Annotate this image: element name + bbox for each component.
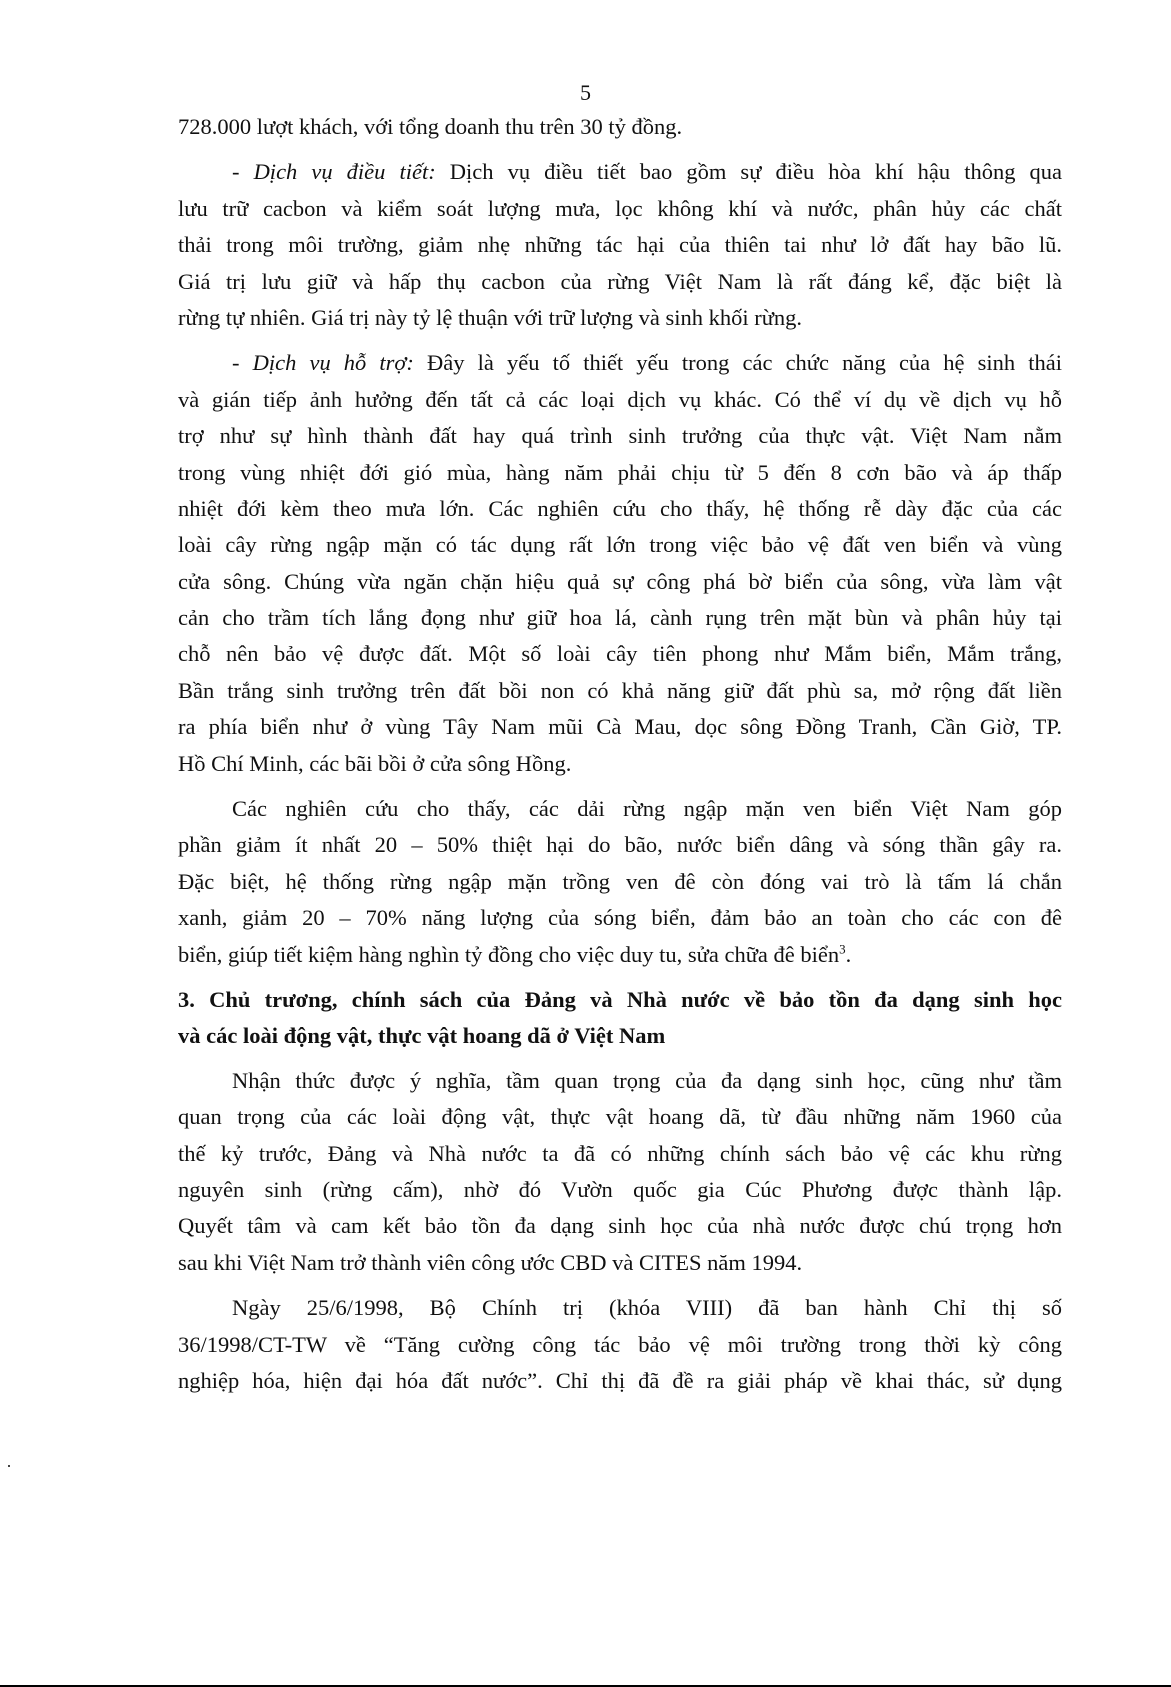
line-text: Bần trắng sinh trưởng trên đất bồi non có khả năng giữ đất phù sa, mở rộng đất liền xyxy=(178,677,1062,703)
line-text: Các nghiên cứu cho thấy, các dải rừng ngập mặn ven biển Việt Nam góp xyxy=(232,796,1062,822)
text-line xyxy=(178,1102,1062,1138)
line-text: và các loài động vật, thực vật hoang dã ở Việt Nam xyxy=(178,1023,666,1049)
line-text: lưu trữ cacbon và kiểm soát lượng mưa, lọc không khí và nước, phân hủy các chất xyxy=(178,195,1062,221)
line-text: ra phía biển như ở vùng Tây Nam mũi Cà Mau, dọc sông Đồng Tranh, Cần Giờ, TP. xyxy=(178,714,1062,740)
text-line xyxy=(178,230,1062,266)
text-line xyxy=(178,1066,1062,1102)
line-text: trong vùng nhiệt đới gió mùa, hàng năm phải chịu từ 5 đến 8 cơn bão và áp thấp xyxy=(178,459,1062,485)
line-text: phần giảm ít nhất 20 – 50% thiệt hại do bão, nước biển dâng và sóng thần gây ra. xyxy=(178,832,1062,858)
text-line xyxy=(178,112,1062,148)
text-line xyxy=(178,830,1062,866)
text-line xyxy=(178,1248,1062,1284)
paragraph xyxy=(178,1066,1062,1284)
text-line xyxy=(178,567,1062,603)
line-text: 36/1998/CT-TW về “Tăng cường công tác bảo vệ môi trường trong thời kỳ công xyxy=(178,1331,1062,1357)
line-text: trợ như sự hình thành đất hay quá trình sinh trưởng của thực vật. Việt Nam nằm xyxy=(178,423,1062,449)
text-line xyxy=(178,194,1062,230)
text-line xyxy=(178,458,1062,494)
line-text: Nhận thức được ý nghĩa, tầm quan trọng của đa dạng sinh học, cũng như tầm xyxy=(232,1067,1062,1093)
line-text: thế kỷ trước, Đảng và Nhà nước ta đã có những chính sách bảo vệ các khu rừng xyxy=(178,1140,1062,1166)
page-number: 5 xyxy=(580,80,591,105)
line-text: và gián tiếp ảnh hưởng đến tất cả các loại dịch vụ khác. Có thể ví dụ về dịch vụ hỗ xyxy=(178,386,1062,412)
paragraph-lead: - Dịch vụ hỗ trợ: xyxy=(232,350,414,376)
text-line xyxy=(178,603,1062,639)
document-body xyxy=(178,112,1062,1411)
line-text: Giá trị lưu giữ và hấp thụ cacbon của rừng Việt Nam là rất đáng kể, đặc biệt là xyxy=(178,268,1062,294)
scan-speck xyxy=(8,1465,10,1467)
line-text: biển, giúp tiết kiệm hàng nghìn tỷ đồng cho việc duy tu, sửa chữa đê biển xyxy=(178,941,840,967)
line-text: quan trọng của các loài động vật, thực vật hoang dã, từ đầu những năm 1960 của xyxy=(178,1104,1062,1130)
line-text: sau khi Việt Nam trở thành viên công ước CBD và CITES năm 1994. xyxy=(178,1249,803,1275)
line-text: Quyết tâm và cam kết bảo tồn đa dạng sinh học của nhà nước được chú trọng hơn xyxy=(178,1213,1062,1239)
line-text: xanh, giảm 20 – 70% năng lượng của sóng biển, đảm bảo an toàn cho các con đê xyxy=(178,905,1062,931)
section-heading xyxy=(178,985,1062,1058)
footnote-marker[interactable]: 3 xyxy=(839,941,846,957)
line-text: loài cây rừng ngập mặn có tác dụng rất lớn trong việc bảo vệ đất ven biển và vùng xyxy=(178,532,1062,558)
text-line xyxy=(178,494,1062,530)
text-line xyxy=(178,348,1062,384)
line-text: nguyên sinh (rừng cấm), nhờ đó Vườn quốc gia Cúc Phương được thành lập. xyxy=(178,1176,1062,1202)
paragraph xyxy=(178,348,1062,785)
text-line xyxy=(178,867,1062,903)
text-line xyxy=(178,1211,1062,1247)
line-text: Ngày 25/6/1998, Bộ Chính trị (khóa VIII) đã ban hành Chỉ thị số xyxy=(232,1295,1062,1321)
text-line xyxy=(178,985,1062,1021)
text-line: biển, giúp tiết kiệm hàng nghìn tỷ đồng cho việc duy tu, sửa chữa đê biển$^3$. xyxy=(178,941,852,967)
text-line xyxy=(178,530,1062,566)
line-text: 728.000 lượt khách, với tổng doanh thu trên 30 tỷ đồng. xyxy=(178,114,683,139)
text-line xyxy=(178,385,1062,421)
line-text: thải trong môi trường, giảm nhẹ những tác hại của thiên tai như lở đất hay bão lũ. xyxy=(178,232,1062,258)
text-line xyxy=(178,1175,1062,1211)
paragraph xyxy=(178,1293,1062,1402)
text-line xyxy=(178,1139,1062,1175)
text-line xyxy=(178,676,1062,712)
line-text: chỗ nên bảo vệ được đất. Một số loài cây tiên phong như Mắm biển, Mắm trắng, xyxy=(178,641,1062,667)
text-line xyxy=(178,639,1062,675)
line-text: Đặc biệt, hệ thống rừng ngập mặn trồng ven đê còn đóng vai trò là tấm lá chắn xyxy=(178,868,1062,894)
paragraph xyxy=(178,112,1062,148)
line-text: 3. Chủ trương, chính sách của Đảng và Nhà nước về bảo tồn đa dạng sinh học xyxy=(178,986,1062,1012)
text-line xyxy=(178,1021,1062,1057)
text-line xyxy=(178,303,1062,339)
line-text: nhiệt đới kèm theo mưa lớn. Các nghiên cứu cho thấy, hệ thống rễ dày đặc của các xyxy=(178,495,1062,521)
text-line xyxy=(178,1330,1062,1366)
text-line xyxy=(178,1366,1062,1402)
line-text: cản cho trầm tích lắng đọng như giữ hoa lá, cành rụng trên mặt bùn và phân hủy tại xyxy=(178,605,1062,631)
text-line xyxy=(178,749,1062,785)
paragraph-lead: - Dịch vụ điều tiết: xyxy=(232,159,436,185)
paragraph xyxy=(178,794,1062,976)
line-text: Dịch vụ điều tiết bao gồm sự điều hòa khí hậu thông qua xyxy=(435,159,1063,185)
text-line xyxy=(178,794,1062,830)
line-text: nghiệp hóa, hiện đại hóa đất nước”. Chỉ thị đã đề ra giải pháp về khai thác, sử dụng xyxy=(178,1367,1062,1393)
paragraph xyxy=(178,157,1062,339)
text-line xyxy=(178,421,1062,457)
text-line xyxy=(178,903,1062,939)
line-text: Hồ Chí Minh, các bãi bồi ở cửa sông Hồng. xyxy=(178,750,572,776)
text-line xyxy=(178,712,1062,748)
text-line xyxy=(178,157,1062,193)
line-text: Đây là yếu tố thiết yếu trong các chức năng của hệ sinh thái xyxy=(413,350,1062,376)
text-line xyxy=(178,1293,1062,1329)
line-text: cửa sông. Chúng vừa ngăn chặn hiệu quả sự công phá bờ biển của sông, vừa làm vật xyxy=(178,568,1062,594)
line-text: rừng tự nhiên. Giá trị này tỷ lệ thuận với trữ lượng và sinh khối rừng. xyxy=(178,304,803,330)
text-line xyxy=(178,267,1062,303)
